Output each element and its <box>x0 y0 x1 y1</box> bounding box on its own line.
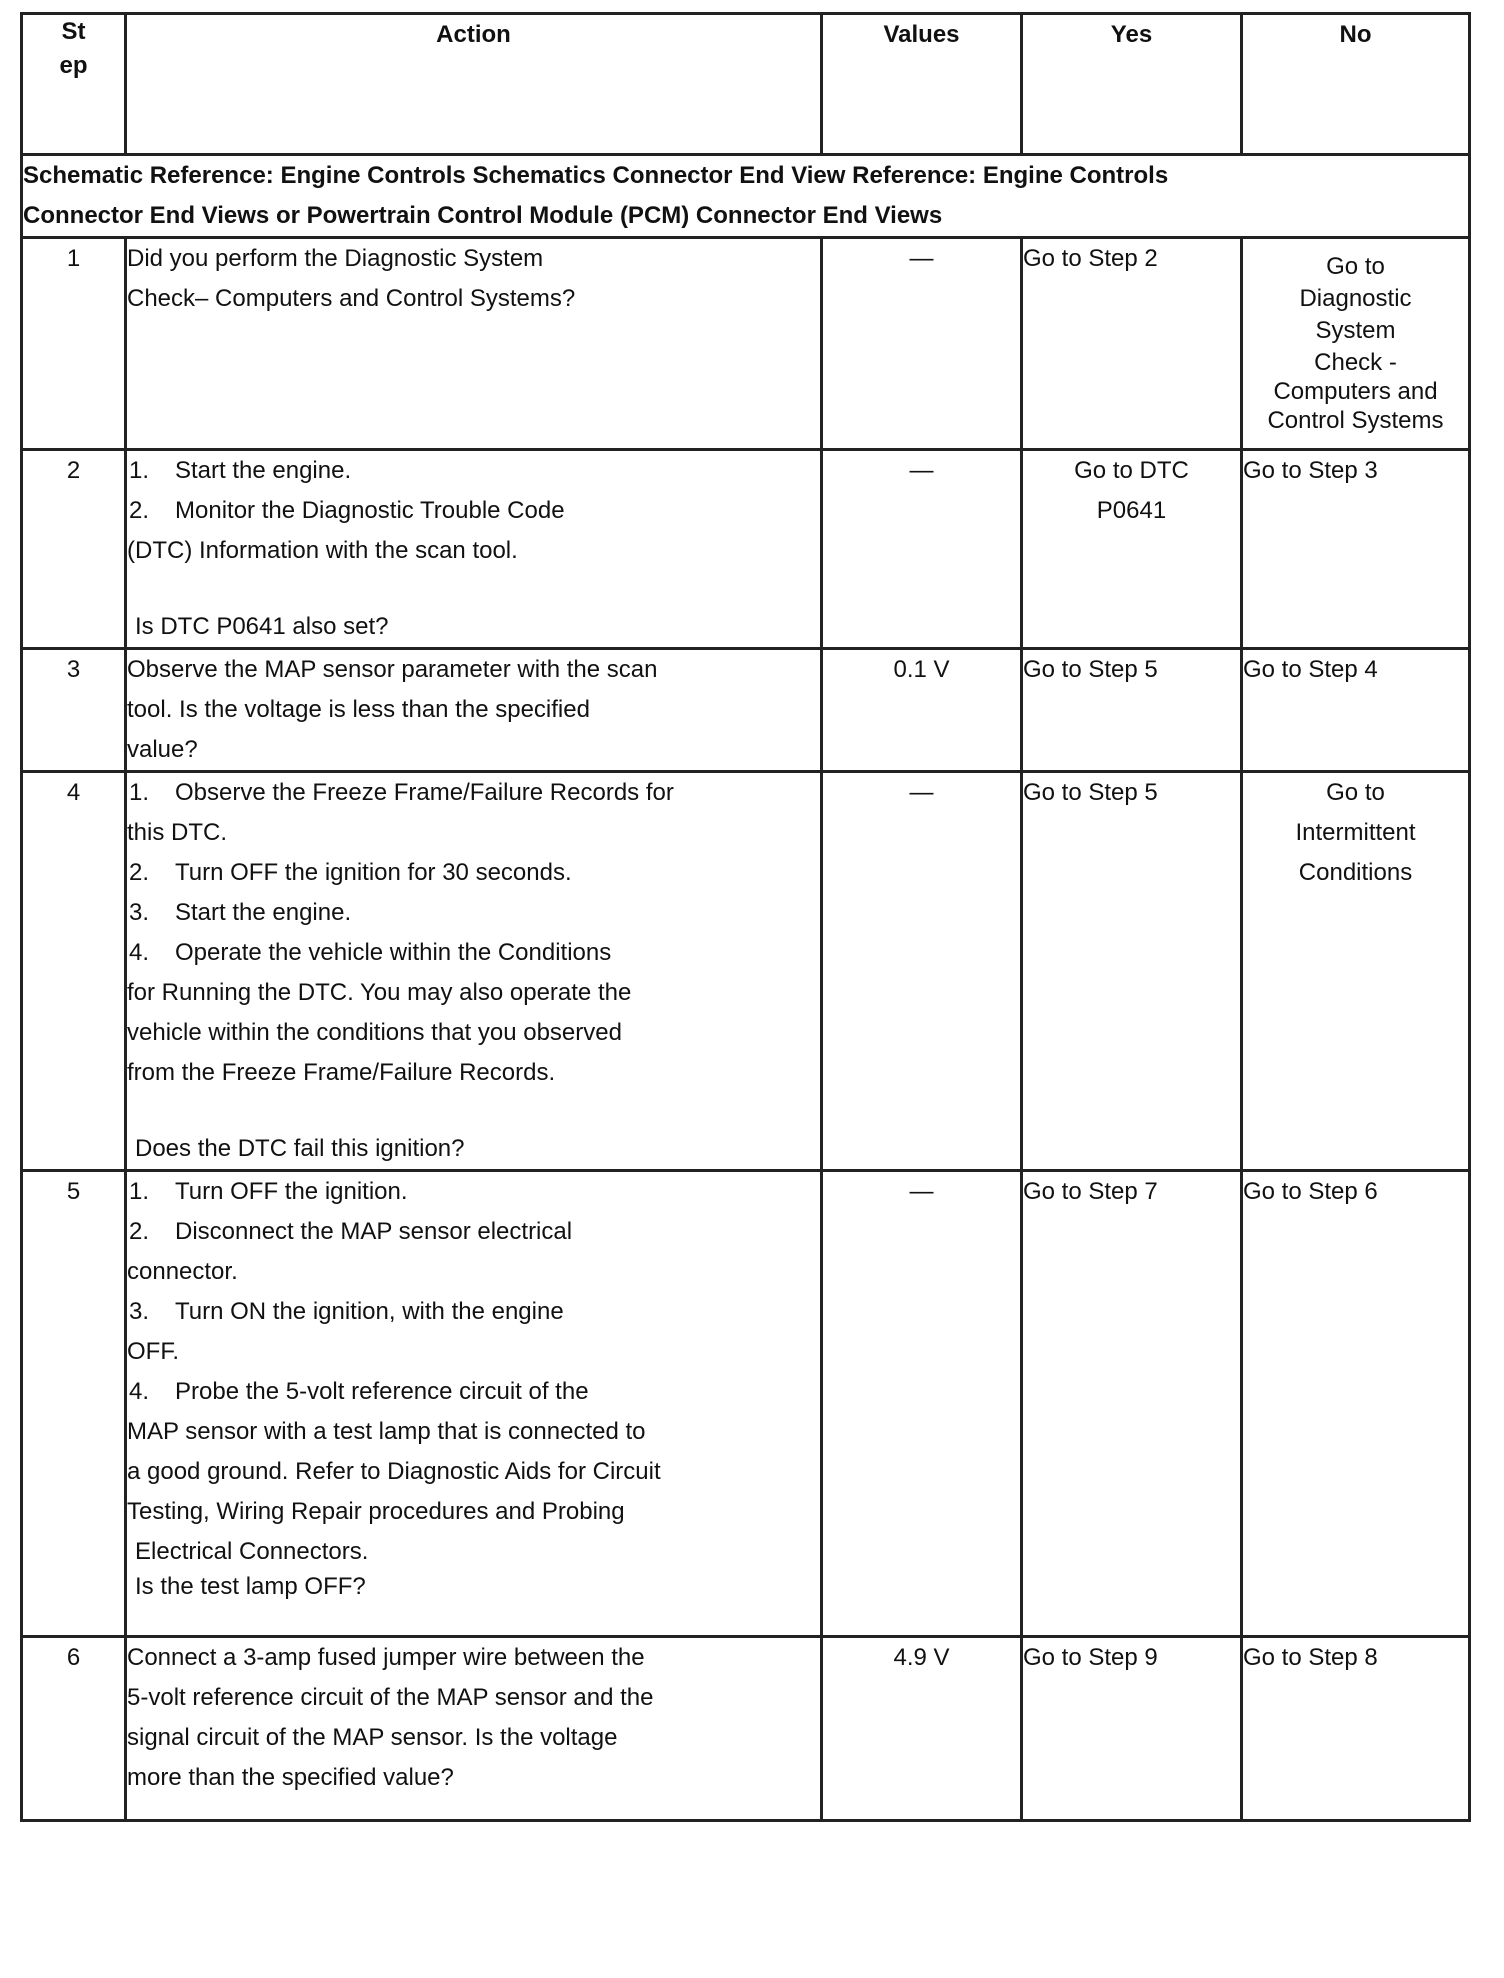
table-row <box>22 450 1470 649</box>
table-row <box>22 1171 1470 1637</box>
step-number: 2 <box>22 450 126 649</box>
diagnostic-table <box>20 12 1471 1822</box>
table-row <box>22 649 1470 772</box>
action-cell: Did you perform the Diagnostic System Check– Computers and Control Systems? <box>126 238 822 450</box>
no-cell: Go to Diagnostic System Check - Computers and Control Systems <box>1242 238 1470 450</box>
value-cell: — <box>822 1171 1022 1637</box>
yes-cell: Go to DTC P0641 <box>1022 450 1242 649</box>
header-row <box>22 14 1470 155</box>
no-cell: Go to Step 6 <box>1242 1171 1470 1637</box>
step-number: 3 <box>22 649 126 772</box>
yes-cell: Go to Step 7 <box>1022 1171 1242 1637</box>
action-cell: Connect a 3-amp fused jumper wire between the 5-volt reference circuit of the MAP sensor and the signal circuit of the MAP sensor. Is the voltage more than the specified value? <box>126 1637 822 1821</box>
action-cell: 1. Start the engine. 2. Monitor the Diagnostic Trouble Code (DTC) Information with the scan tool. Is DTC P0641 also set? <box>126 450 822 649</box>
yes-cell: Go to Step 9 <box>1022 1637 1242 1821</box>
yes-header: Yes <box>1022 14 1242 155</box>
table-row <box>22 238 1470 450</box>
step-number: 1 <box>22 238 126 450</box>
value-cell: 0.1 V <box>822 649 1022 772</box>
diagnostic-table-sheet <box>20 12 1468 1822</box>
schematic-reference: Schematic Reference: Engine Controls Schematics Connector End View Reference: Engine Controls Connector End Views or Powertrain Control Module (PCM) Connector End Views <box>22 155 1470 238</box>
action-cell: Observe the MAP sensor parameter with the scan tool. Is the voltage is less than the specified value? <box>126 649 822 772</box>
no-cell: Go to Intermittent Conditions <box>1242 772 1470 1171</box>
no-cell: Go to Step 4 <box>1242 649 1470 772</box>
reference-row <box>22 155 1470 238</box>
no-header: No <box>1242 14 1470 155</box>
values-header: Values <box>822 14 1022 155</box>
action-header: Action <box>126 14 822 155</box>
yes-cell: Go to Step 2 <box>1022 238 1242 450</box>
step-header: St ep <box>22 14 126 155</box>
step-number: 4 <box>22 772 126 1171</box>
value-cell: — <box>822 450 1022 649</box>
table-row <box>22 1637 1470 1821</box>
yes-cell: Go to Step 5 <box>1022 772 1242 1171</box>
no-cell: Go to Step 3 <box>1242 450 1470 649</box>
action-cell: 1. Turn OFF the ignition. 2. Disconnect the MAP sensor electrical connector. 3. Turn ON the ignition, with the engine OFF. 4. Probe the 5-volt reference circuit of the MAP sensor with a test lamp that is connected to a good ground. Refer to Diagnostic Aids for Circuit Testing, Wiring Repair procedures and Probing Electrical Connectors. Is the test lamp OFF? <box>126 1171 822 1637</box>
value-cell: 4.9 V <box>822 1637 1022 1821</box>
yes-cell: Go to Step 5 <box>1022 649 1242 772</box>
step-number: 5 <box>22 1171 126 1637</box>
action-cell: 1. Observe the Freeze Frame/Failure Records for this DTC. 2. Turn OFF the ignition for 30 seconds. 3. Start the engine. 4. Operate the vehicle within the Conditions for Running the DTC. You may also operate the vehicle within the conditions that you observed from the Freeze Frame/Failure Records. Does the DTC fail this ignition? <box>126 772 822 1171</box>
value-cell: — <box>822 238 1022 450</box>
table-row <box>22 772 1470 1171</box>
no-cell: Go to Step 8 <box>1242 1637 1470 1821</box>
value-cell: — <box>822 772 1022 1171</box>
step-number: 6 <box>22 1637 126 1821</box>
